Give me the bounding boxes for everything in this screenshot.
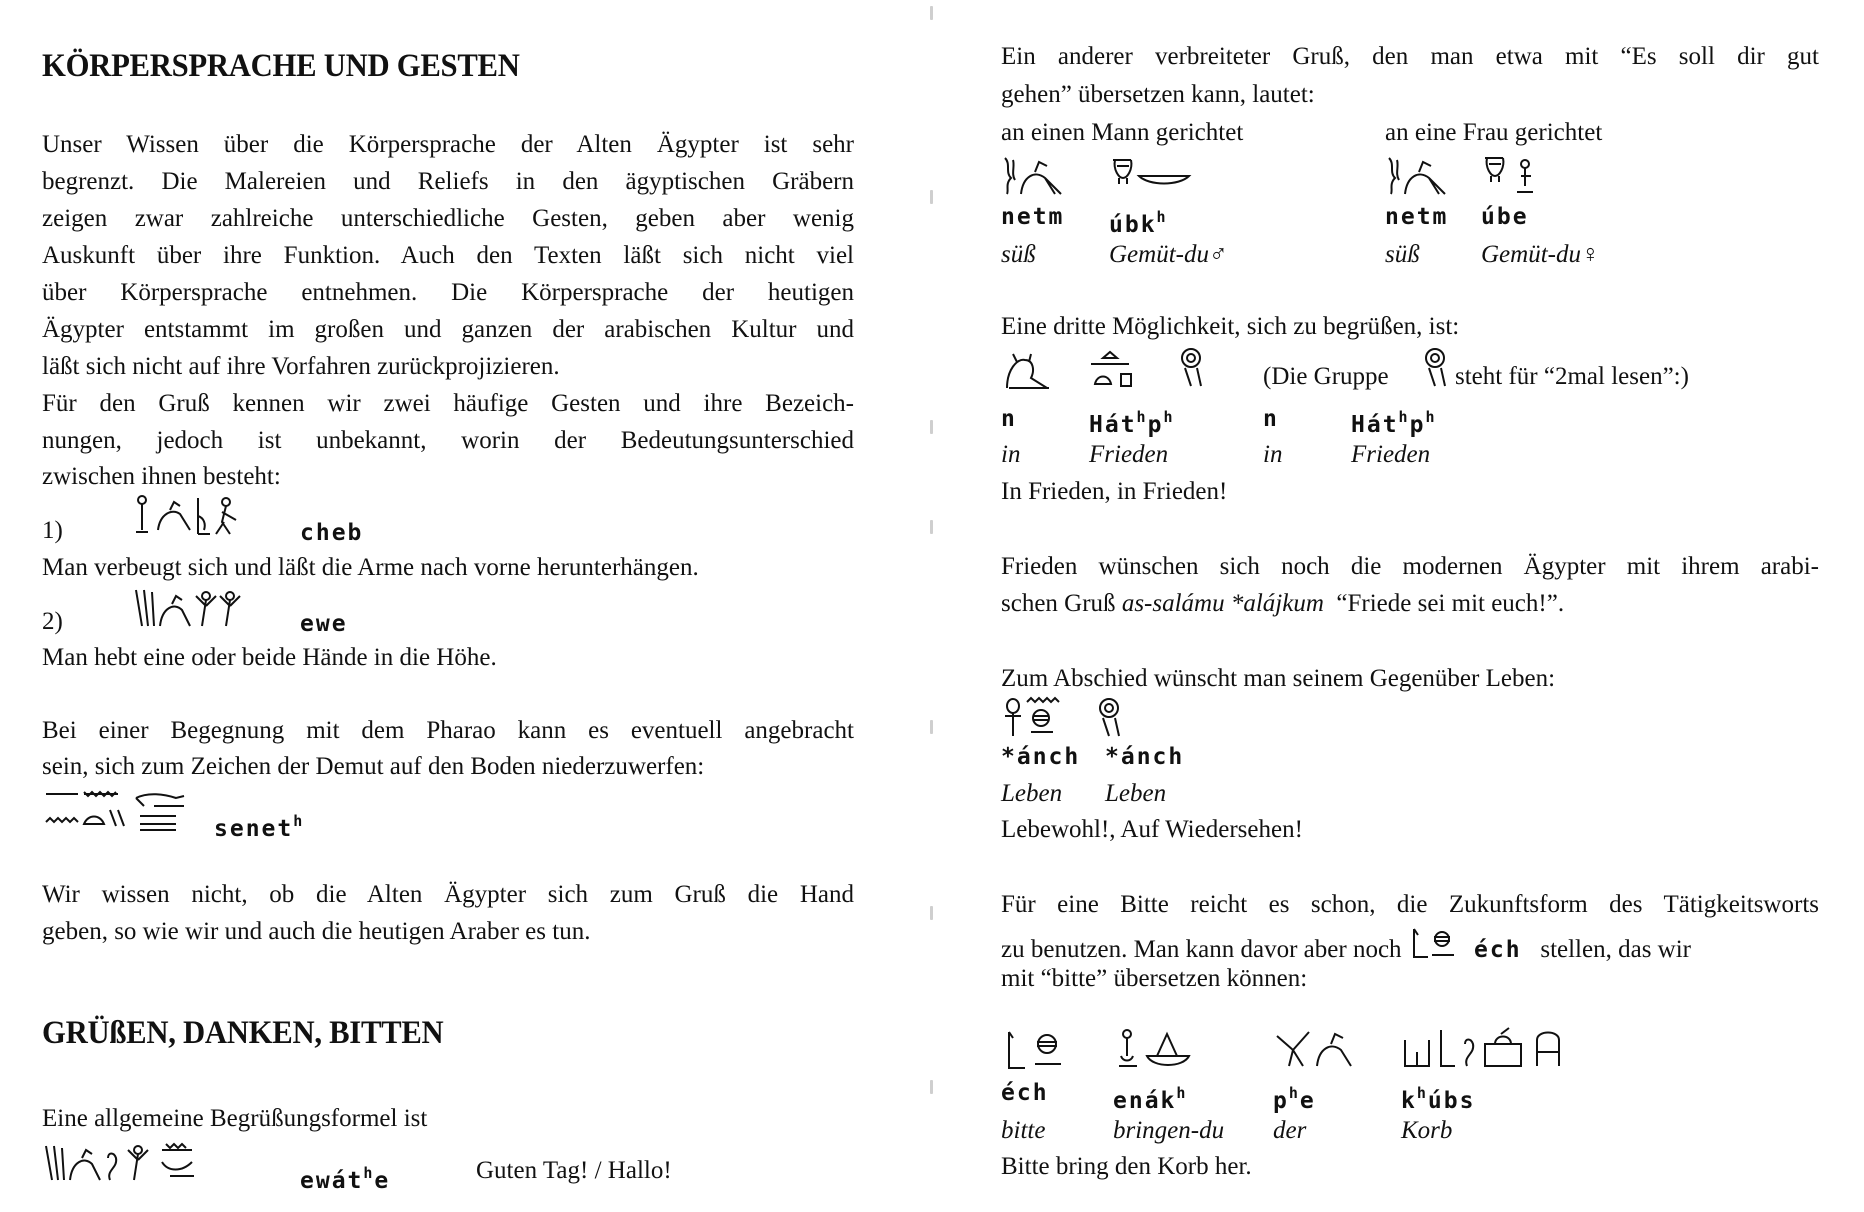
gesture1-number: 1) bbox=[42, 517, 63, 544]
paragraph-line: Eine dritte Möglichkeit, sich zu begrüßen, ist: bbox=[1001, 313, 1460, 340]
gloss-leben: Leben bbox=[1105, 780, 1167, 807]
gloss-gemuet-f: Gemüt-du♀ bbox=[1481, 241, 1600, 268]
gloss-gemuet-m: Gemüt-du♂ bbox=[1109, 241, 1228, 268]
hieroglyph-ech-icon bbox=[1001, 1028, 1081, 1074]
gloss-frieden: Frieden bbox=[1089, 441, 1169, 468]
gloss-der: der bbox=[1273, 1117, 1307, 1144]
hieroglyph-anch-icon bbox=[1003, 696, 1133, 736]
heading-gruessen: GRÜßEN, DANKEN, BITTEN bbox=[42, 1015, 444, 1051]
gloss-suess: süß bbox=[1001, 241, 1036, 268]
note-gruppe-a: (Die Gruppe bbox=[1263, 363, 1389, 390]
word-ube: úbe bbox=[1481, 204, 1529, 230]
hieroglyph-ewe-icon bbox=[130, 586, 250, 626]
gloss-korb: Korb bbox=[1401, 1117, 1453, 1144]
paragraph-line: sein, sich zum Zeichen der Demut auf den Boden niederzuwerfen: bbox=[42, 753, 705, 780]
hieroglyph-enakh-icon bbox=[1113, 1026, 1223, 1072]
word-n: n bbox=[1263, 406, 1279, 432]
hieroglyph-cheb-icon bbox=[132, 494, 252, 534]
paragraph-line: Für eine Bitte reicht es schon, die Zukunftsform des Tätigkeitsworts bbox=[1001, 891, 1819, 918]
paragraph-line: Bei einer Begegnung mit dem Pharao kann es eventuell angebracht bbox=[42, 717, 854, 744]
heading-koerpersprache: KÖRPERSPRACHE UND GESTEN bbox=[42, 48, 520, 84]
paragraph-line: läßt sich nicht auf ihre Vorfahren zurückprojizieren. bbox=[42, 353, 560, 380]
paragraph-line: begrenzt. Die Malereien und Reliefs in den ägyptischen Gräbern bbox=[42, 168, 854, 195]
hieroglyph-ech-inline-icon bbox=[1408, 927, 1468, 955]
word-netm-frau: netm bbox=[1385, 204, 1449, 230]
paragraph-line: In Frieden, in Frieden! bbox=[1001, 478, 1228, 505]
paragraph-line: Bitte bring den Korb her. bbox=[1001, 1153, 1252, 1180]
paragraph-line: mit “bitte” übersetzen können: bbox=[1001, 965, 1308, 992]
gloss-suess: süß bbox=[1385, 241, 1420, 268]
gloss-bringen-du: bringen-du bbox=[1113, 1117, 1225, 1144]
gesture2-word: ewe bbox=[300, 611, 348, 637]
hieroglyph-ube-icon bbox=[1481, 154, 1551, 194]
paragraph-line: Unser Wissen über die Körpersprache der Alten Ägypter ist sehr bbox=[42, 131, 854, 158]
paragraph-line: über Körpersprache entnehmen. Die Körpersprache der heutigen bbox=[42, 279, 854, 306]
hieroglyph-netm-frau-icon bbox=[1385, 154, 1455, 194]
hieroglyph-khubs-icon bbox=[1401, 1026, 1591, 1072]
word-phe: $p^he$ bbox=[1273, 1084, 1316, 1114]
note-gruppe-b: steht für “2mal lesen”:) bbox=[1455, 363, 1689, 390]
hieroglyph-repeat-icon bbox=[1421, 346, 1451, 386]
gloss-in: in bbox=[1001, 441, 1021, 468]
gesture1-word: cheb bbox=[300, 520, 364, 546]
right-column bbox=[1001, 0, 1819, 1212]
hieroglyph-phe-icon bbox=[1273, 1026, 1373, 1072]
gesture1-description: Man verbeugt sich und läßt die Arme nach vorne herunterhängen. bbox=[42, 554, 699, 581]
hieroglyph-seneth-icon bbox=[44, 788, 194, 834]
label-frau: an eine Frau gerichtet bbox=[1385, 119, 1603, 146]
word-hatph: $Hát^hp^h$ bbox=[1351, 408, 1437, 438]
paragraph-line: Eine allgemeine Begrüßungsformel ist bbox=[42, 1105, 428, 1132]
paragraph-line: gehen” übersetzen kann, lautet: bbox=[1001, 81, 1315, 108]
hieroglyph-hatph-icon bbox=[1089, 346, 1239, 386]
word-anch: *ánch bbox=[1105, 744, 1185, 770]
word-enakh: enák$^h$ bbox=[1113, 1084, 1188, 1114]
paragraph-line: nungen, jedoch ist unbekannt, worin der Bedeutungsunterschied bbox=[42, 427, 854, 454]
paragraph-line: Frieden wünschen sich noch die modernen Ägypter mit ihrem arabi- bbox=[1001, 553, 1819, 580]
word-seneth: senet$^h$ bbox=[214, 812, 305, 842]
label-man: an einen Mann gerichtet bbox=[1001, 119, 1244, 146]
paragraph-line: zeigen zwar zahlreiche unterschiedliche Gesten, geben aber wenig bbox=[42, 205, 854, 232]
gesture2-description: Man hebt eine oder beide Hände in die Höhe. bbox=[42, 644, 497, 671]
paragraph-line: Wir wissen nicht, ob die Alten Ägypter sich zum Gruß die Hand bbox=[42, 881, 854, 908]
gloss-frieden: Frieden bbox=[1351, 441, 1431, 468]
hieroglyph-ubkh-icon bbox=[1109, 156, 1199, 196]
paragraph-line: Zum Abschied wünscht man seinem Gegenüber Leben: bbox=[1001, 665, 1556, 692]
gesture2-number: 2) bbox=[42, 608, 63, 635]
hieroglyph-owl-icon bbox=[1001, 348, 1061, 388]
paragraph-line: Ägypter entstammt im großen und ganzen der arabischen Kultur und bbox=[42, 316, 854, 343]
word-khubs: $k^húbs$ bbox=[1401, 1084, 1476, 1114]
paragraph-line: Lebewohl!, Auf Wiedersehen! bbox=[1001, 816, 1303, 843]
hieroglyph-ewathe-icon bbox=[42, 1140, 212, 1184]
paragraph-line: Ein anderer verbreiteter Gruß, den man etwa mit “Es soll dir gut bbox=[1001, 43, 1819, 70]
gloss-bitte: bitte bbox=[1001, 1117, 1046, 1144]
paragraph-line: Auskunft über ihre Funktion. Auch den Texten läßt sich nicht viel bbox=[42, 242, 854, 269]
hieroglyph-netm-man-icon bbox=[1001, 154, 1071, 194]
word-ubkh: úbk$^h$ bbox=[1109, 208, 1168, 238]
paragraph-line: schen Gruß as-salámu *alájkum “Friede sei mit euch!”. bbox=[1001, 590, 1565, 617]
word-anch: *ánch bbox=[1001, 744, 1081, 770]
gloss-in: in bbox=[1263, 441, 1283, 468]
word-hatph: $Hát^hp^h$ bbox=[1089, 408, 1175, 438]
paragraph-line: zwischen ihnen besteht: bbox=[42, 463, 281, 490]
word-netm-man: netm bbox=[1001, 204, 1065, 230]
page-gutter bbox=[930, 0, 938, 1212]
paragraph-line: zu benutzen. Man kann davor aber noch éch stellen, das wir bbox=[1001, 927, 1691, 965]
left-column bbox=[42, 0, 854, 1212]
paragraph-line: Für den Gruß kennen wir zwei häufige Gesten und ihre Bezeich- bbox=[42, 390, 854, 417]
gloss-guten-tag: Guten Tag! / Hallo! bbox=[476, 1157, 672, 1184]
word-ewathe: ewát$^h$e bbox=[300, 1164, 391, 1194]
paragraph-line: geben, so wie wir und auch die heutigen Araber es tun. bbox=[42, 918, 591, 945]
word-n: n bbox=[1001, 406, 1017, 432]
gloss-leben: Leben bbox=[1001, 780, 1063, 807]
word-ech: éch bbox=[1001, 1080, 1049, 1106]
